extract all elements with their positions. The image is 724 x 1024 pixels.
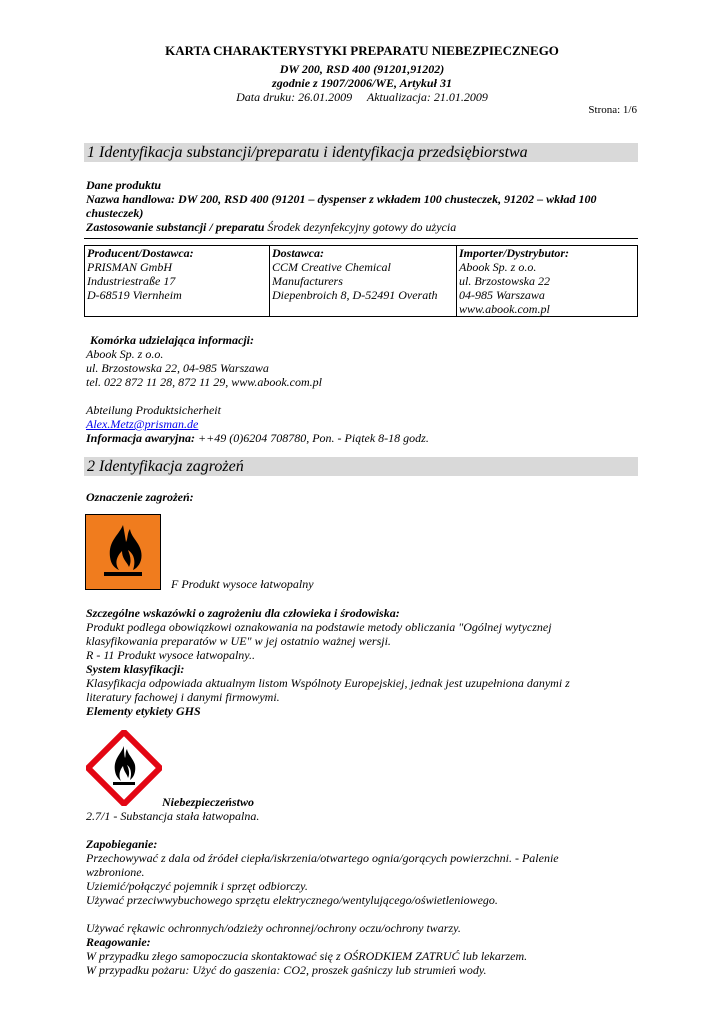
special-line: R - 11 Produkt wysoce łatwopalny.. [86, 648, 255, 662]
response-line: W przypadku pożaru: Użyć do gaszenia: CO2, proszek gaśniczy lub strumień wody. [86, 963, 487, 977]
supplier-line: Manufacturers [272, 274, 343, 288]
response-line: W przypadku złego samopoczucia skontaktować się z OŚRODKIEM ZATRUĆ lub lekarzem. [86, 949, 528, 963]
importer-line: www.abook.com.pl [459, 302, 550, 316]
email-link-row [86, 417, 646, 431]
info-line: Abook Sp. z o.o. [86, 347, 164, 361]
dept-line: Abteilung Produktsicherheit [86, 403, 221, 417]
regulation-line: zgodnie z 1907/2006/WE, Artykuł 31 [272, 76, 452, 90]
supplier-head: Dostawca: [272, 246, 324, 260]
prevention-line: Uziemić/połączyć pojemnik i sprzęt odbiorczy. [86, 879, 308, 893]
system-line: Klasyfikacja odpowiada aktualnym listom Wspólnoty Europejskiej, jednak jest uzupełniona danymi z [86, 676, 570, 690]
usage-line [86, 220, 646, 234]
trade-name: Nazwa handlowa: DW 200, RSD 400 (91201 – dyspenser z wkładem 100 chusteczek, 91202 – wkład 100 [86, 192, 597, 206]
prevention-line: Używać przeciwwybuchowego sprzętu elektrycznego/wentylującego/oświetleniowego. [86, 893, 498, 907]
importer-line: ul. Brzostowska 22 [459, 274, 551, 288]
page-number: Strona: 1/6 [588, 104, 637, 116]
document-title: KARTA CHARAKTERYSTYKI PREPARATU NIEBEZPIECZNEGO [165, 43, 559, 58]
producer-line: PRISMAN GmbH [87, 260, 172, 274]
gloves-line: Używać rękawic ochronnych/odzieży ochronnej/ochrony oczu/ochrony twarzy. [86, 921, 461, 935]
emergency-value: ++49 (0)6204 708780, Pon. - Piątek 8-18 godz. [195, 431, 429, 445]
contacts-table [84, 245, 638, 317]
prevention-line: wzbronione. [86, 865, 145, 879]
section-2-heading: 2 Identyfikacja zagrożeń [84, 457, 638, 476]
importer-line: Abook Sp. z o.o. [459, 260, 537, 274]
response-label: Reagowanie: [86, 935, 151, 949]
system-line: literatury fachowej i danymi firmowymi. [86, 690, 280, 704]
prevention-line: Przechowywać z dala od źródeł ciepła/iskrzenia/otwartego ognia/gorących powierzchni. - Palenie [86, 851, 559, 865]
special-line: Produkt podlega obowiązkowi oznakowania na podstawie metody obliczania "Ogólnej wytycznej [86, 620, 552, 634]
producer-line: D-68519 Viernheim [87, 288, 182, 302]
usage-value: Środek dezynfekcyjny gotowy do użycia [264, 220, 457, 234]
importer-cell [457, 246, 638, 317]
email-link[interactable]: Alex.Metz@prisman.de [86, 417, 199, 431]
info-line: ul. Brzostowska 22, 04-985 Warszawa [86, 361, 269, 375]
flame-icon [85, 514, 161, 590]
info-line: tel. 022 872 11 28, 872 11 29, www.abook.com.pl [86, 375, 322, 389]
prevention-label: Zapobieganie: [86, 837, 158, 851]
ghs-class: 2.7/1 - Substancja stała łatwopalna. [86, 809, 260, 823]
signal-word: Niebezpieczeństwo [162, 795, 254, 809]
symbol-caption: F Produkt wysoce łatwopalny [171, 577, 314, 591]
supplier-line: Diepenbroich 8, D-52491 Overath [272, 288, 438, 302]
supplier-line: CCM Creative Chemical [272, 260, 391, 274]
importer-line: 04-985 Warszawa [459, 288, 545, 302]
ghs-flame-icon [86, 730, 162, 806]
supplier-cell [270, 246, 457, 317]
hazard-label: Oznaczenie zagrożeń: [86, 490, 194, 504]
usage-label: Zastosowanie substancji / preparatu [86, 220, 265, 234]
producer-cell [85, 246, 270, 317]
info-label: Komórka udzielająca informacji: [90, 333, 255, 347]
dates-line: Data druku: 26.01.2009 Aktualizacja: 21.01.2009 [236, 90, 488, 104]
product-data-label: Dane produktu [86, 178, 162, 192]
special-label: Szczególne wskazówki o zagrożeniu dla człowieka i środowiska: [86, 606, 400, 620]
producer-line: Industriestraße 17 [87, 274, 176, 288]
special-line: klasyfikowania preparatów w UE" w jej ostatnio ważnej wersji. [86, 634, 391, 648]
table-top-rule [84, 238, 638, 239]
producer-head: Producent/Dostawca: [87, 246, 194, 260]
system-label: System klasyfikacji: [86, 662, 185, 676]
importer-head: Importer/Dystrybutor: [459, 246, 570, 260]
emergency-label: Informacja awaryjna: [86, 431, 196, 445]
section-1-heading: 1 Identyfikacja substancji/preparatu i identyfikacja przedsiębiorstwa [84, 143, 638, 162]
products-line: DW 200, RSD 400 (91201,91202) [279, 62, 445, 76]
ghs-label: Elementy etykiety GHS [86, 704, 201, 718]
emergency-line [86, 431, 646, 445]
trade-name-cont: chusteczek) [86, 206, 144, 220]
